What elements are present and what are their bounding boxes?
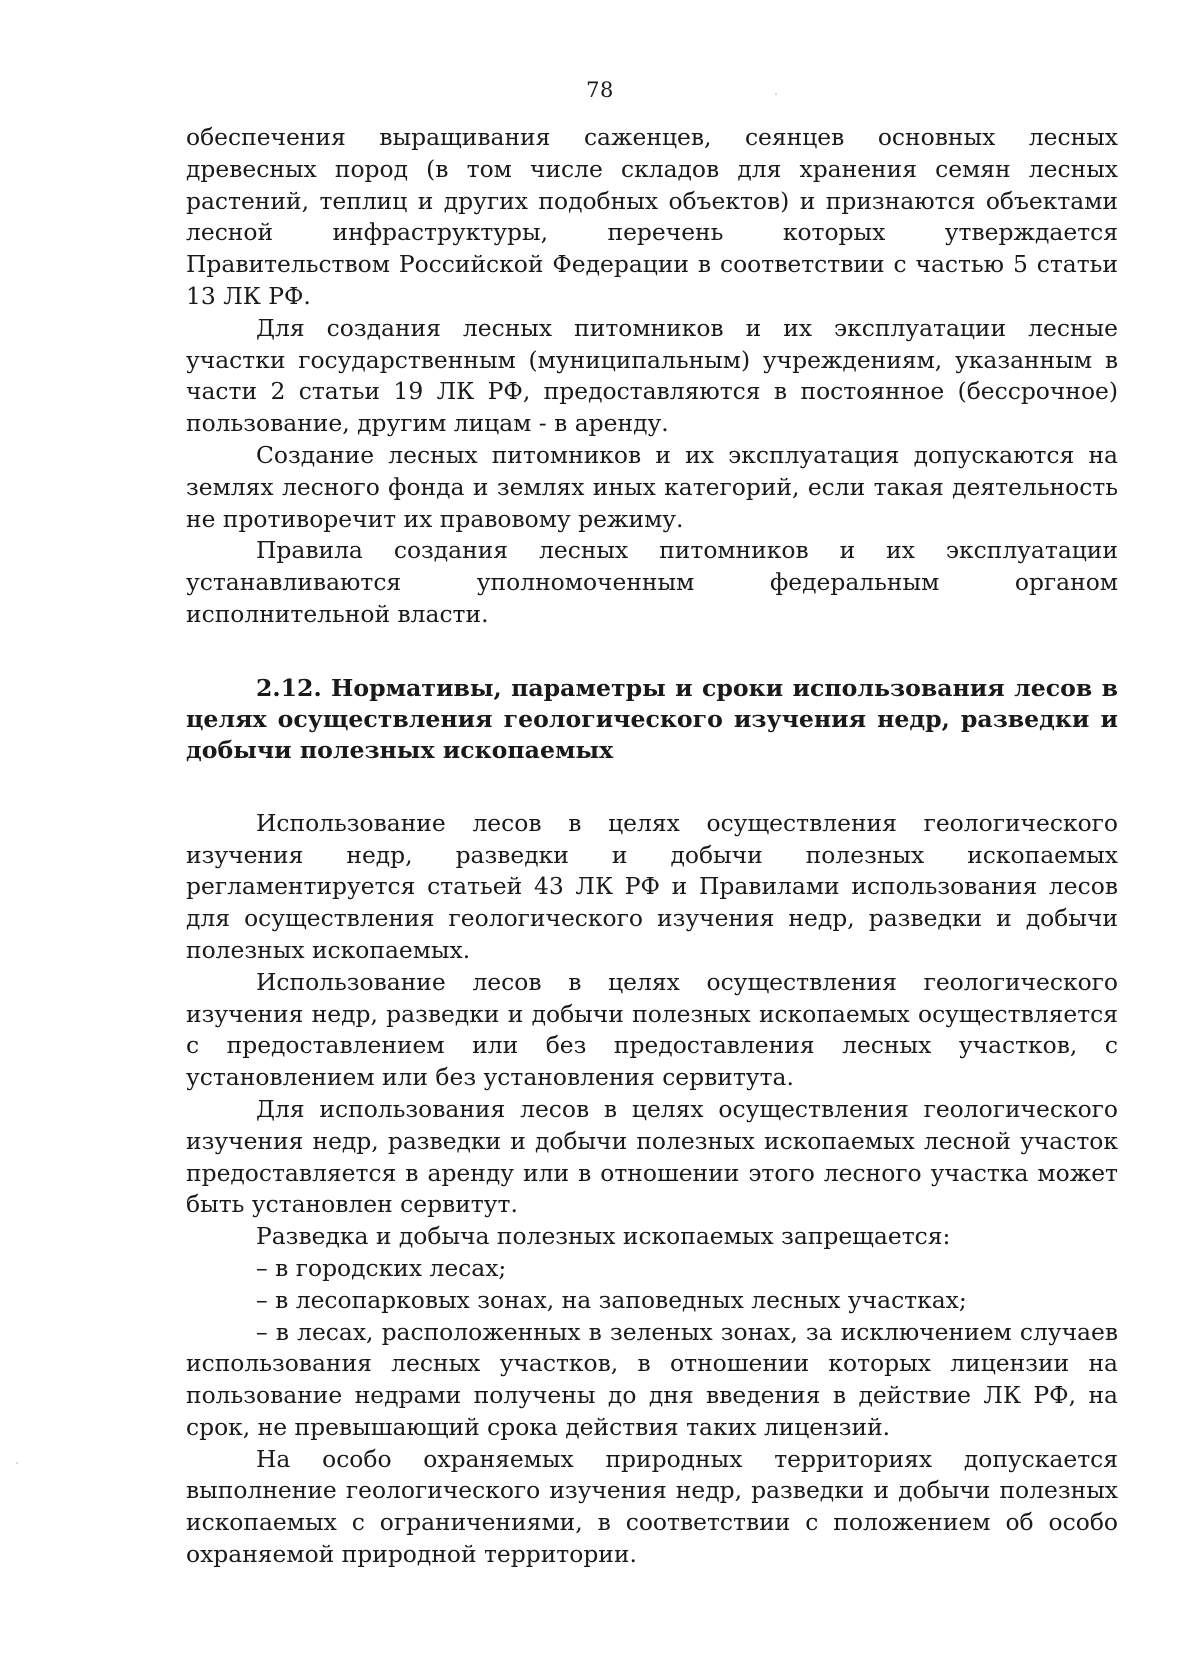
scan-speck <box>16 1462 18 1464</box>
list-item-urban-forests: – в городских лесах; <box>256 1253 507 1282</box>
section-heading: 2.12. Нормативы, параметры и сроки использования лесов в целях осуществления геологического изучения недр, разведки и добычи полезных ископаемых <box>186 673 1118 764</box>
paragraph-protected-territories: На особо охраняемых природных территориях допускается выполнение геологического изучения недр, разведки и добычи полезных ископаемых с ограничениями, в соответствии с положением об особо охраняемой природной территории. <box>186 1444 1118 1569</box>
paragraph-geology-lease: Для использования лесов в целях осуществления геологического изучения недр, разведки и добычи полезных ископаемых лесной участок предоставляется в аренду или в отношении этого лесного участка может быть установлен сервитут. <box>186 1094 1118 1219</box>
paragraph-geology-provision: Использование лесов в целях осуществления геологического изучения недр, разведки и добычи полезных ископаемых осуществляется с предоставлением или без предоставления лесных участков, с установлением или без установления сервитута. <box>186 967 1118 1092</box>
scan-speck <box>775 93 777 95</box>
page-number: 78 <box>586 78 614 102</box>
paragraph-nursery-rules: Правила создания лесных питомников и их эксплуатации устанавливаются уполномоченным федеральным органом исполнительной власти. <box>186 536 1118 628</box>
paragraph-prohibition-intro: Разведка и добыча полезных ископаемых запрещается: <box>256 1222 951 1251</box>
paragraph-continuation: обеспечения выращивания саженцев, сеянцев основных лесных древесных пород (в том числе складов для хранения семян лесных растений, теплиц и других подобных объектов) и признаются объектами лесной инфраструктуры, перечень которых утверждается Правительством Российской Федерации в соответствии с частью 5 статьи 13 ЛК РФ. <box>186 123 1118 310</box>
list-item-green-zones: – в лесах, расположенных в зеленых зонах, за исключением случаев использования лесных участков, в отношении которых лицензии на пользование недрами получены до дня введения в действие ЛК РФ, на срок, не превышающий срока действия таких лицензий. <box>186 1317 1118 1441</box>
list-item-forest-parks: – в лесопарковых зонах, на заповедных лесных участках; <box>256 1285 967 1314</box>
paragraph-geology-regulation: Использование лесов в целях осуществления геологического изучения недр, разведки и добычи полезных ископаемых регламентируется статьей 43 ЛК РФ и Правилами использования лесов для осуществления геологического изучения недр, разведки и добычи полезных ископаемых. <box>186 808 1118 964</box>
paragraph-nursery-lease: Для создания лесных питомников и их эксплуатации лесные участки государственным (муниципальным) учреждениям, указанным в части 2 статьи 19 ЛК РФ, предоставляются в постоянное (бессрочное) пользование, другим лицам - в аренду. <box>186 313 1118 438</box>
document-body <box>186 122 1118 1571</box>
paragraph-nursery-lands: Создание лесных питомников и их эксплуатация допускаются на землях лесного фонда и землях иных категорий, если такая деятельность не противоречит их правовому режиму. <box>186 440 1118 533</box>
